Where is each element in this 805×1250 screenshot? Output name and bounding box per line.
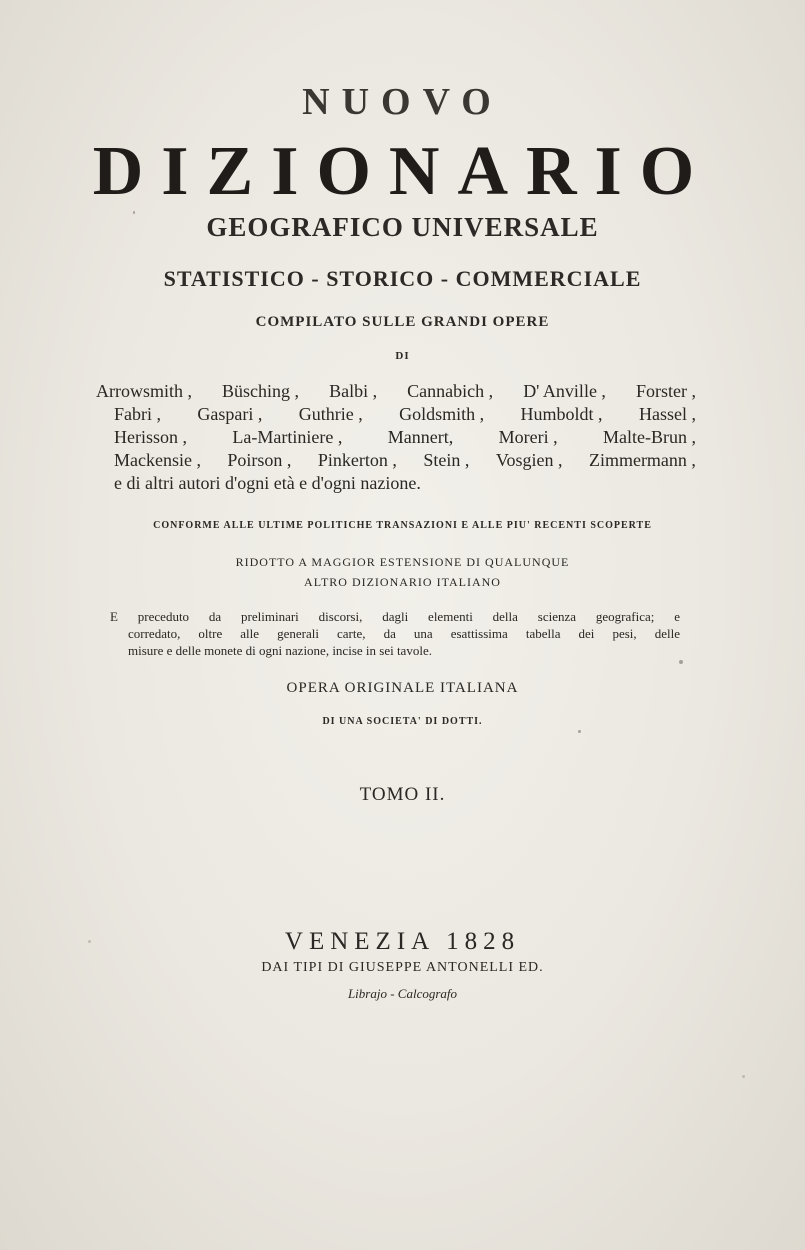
preceduto-paragraph <box>110 608 680 659</box>
author-name: Fabri , <box>114 404 161 424</box>
author-name: Balbi , <box>329 381 378 401</box>
author-name: Poirson , <box>227 450 292 470</box>
author-name: Arrowsmith , <box>96 381 192 401</box>
opera-line: OPERA ORIGINALE ITALIANA <box>286 680 519 696</box>
author-name: Guthrie , <box>298 404 363 424</box>
ridotto-line-2: ALTRO DIZIONARIO ITALIANO <box>304 575 501 589</box>
author-name: Humboldt , <box>520 404 603 424</box>
author-name: Büsching , <box>222 381 300 401</box>
paper-speck <box>88 940 91 943</box>
author-name: Forster , <box>635 381 696 401</box>
societa-line: DI UNA SOCIETA' DI DOTTI. <box>322 716 483 727</box>
volume-number: TOMO II. <box>359 784 446 805</box>
author-name: Hassel , <box>638 404 696 424</box>
paper-speck <box>679 660 683 664</box>
imprint-city-year: VENEZIA 1828 <box>284 928 521 955</box>
imprint-role: Librajo - Calcografo <box>347 986 458 1001</box>
imprint-printer: DAI TIPI DI GIUSEPPE ANTONELLI ED. <box>261 960 544 975</box>
author-name: Herisson , <box>114 427 187 447</box>
author-name: Mackensie , <box>114 450 201 470</box>
author-name: Vosgien , <box>495 450 563 470</box>
author-name: Goldsmith , <box>399 404 485 424</box>
subtitle-di: DI <box>395 350 410 362</box>
paper-speck <box>578 730 581 733</box>
preceduto-line: misure e delle monete di ogni nazione, incise in sei tavole. <box>128 643 432 658</box>
paper-speck <box>742 1075 745 1078</box>
title-dizionario: DIZIONARIO <box>92 133 713 210</box>
subtitle-geografico: GEOGRAFICO UNIVERSALE <box>206 212 599 242</box>
author-name: Zimmermann , <box>588 450 696 470</box>
title-nuovo: NUOVO <box>302 81 503 123</box>
subtitle-compilato: COMPILATO SULLE GRANDI OPERE <box>255 314 550 330</box>
author-name: Malte-Brun , <box>602 427 696 447</box>
preceduto-line: E preceduto da preliminari discorsi, dagli elementi della scienza geografica; e <box>110 609 680 624</box>
authors-line <box>96 380 696 403</box>
author-name: Cannabich , <box>407 381 494 401</box>
authors-closing: e di altri autori d'ogni età e d'ogni nazione. <box>114 473 421 493</box>
author-name: Mannert, <box>387 427 454 447</box>
author-name: La-Martiniere , <box>232 427 343 447</box>
conforme-line: CONFORME ALLE ULTIME POLITICHE TRANSAZIONI E ALLE PIU' RECENTI SCOPERTE <box>153 520 652 531</box>
authors-line <box>96 449 696 472</box>
author-name: Gaspari , <box>197 404 263 424</box>
authors-line <box>96 426 696 449</box>
author-name: Moreri , <box>498 427 558 447</box>
authors-list <box>96 380 696 495</box>
authors-line <box>96 472 696 495</box>
ridotto-line-1: RIDOTTO A MAGGIOR ESTENSIONE DI QUALUNQUE <box>235 555 570 569</box>
preceduto-line: corredato, oltre alle generali carte, da una esattissima tabella dei pesi, delle <box>128 626 680 641</box>
author-name: Pinkerton , <box>317 450 397 470</box>
author-name: D' Anville , <box>523 381 606 401</box>
subtitle-statistico: STATISTICO - STORICO - COMMERCIALE <box>163 266 642 291</box>
authors-line <box>96 403 696 426</box>
paper-speck <box>133 211 135 214</box>
author-name: Stein , <box>423 450 470 470</box>
